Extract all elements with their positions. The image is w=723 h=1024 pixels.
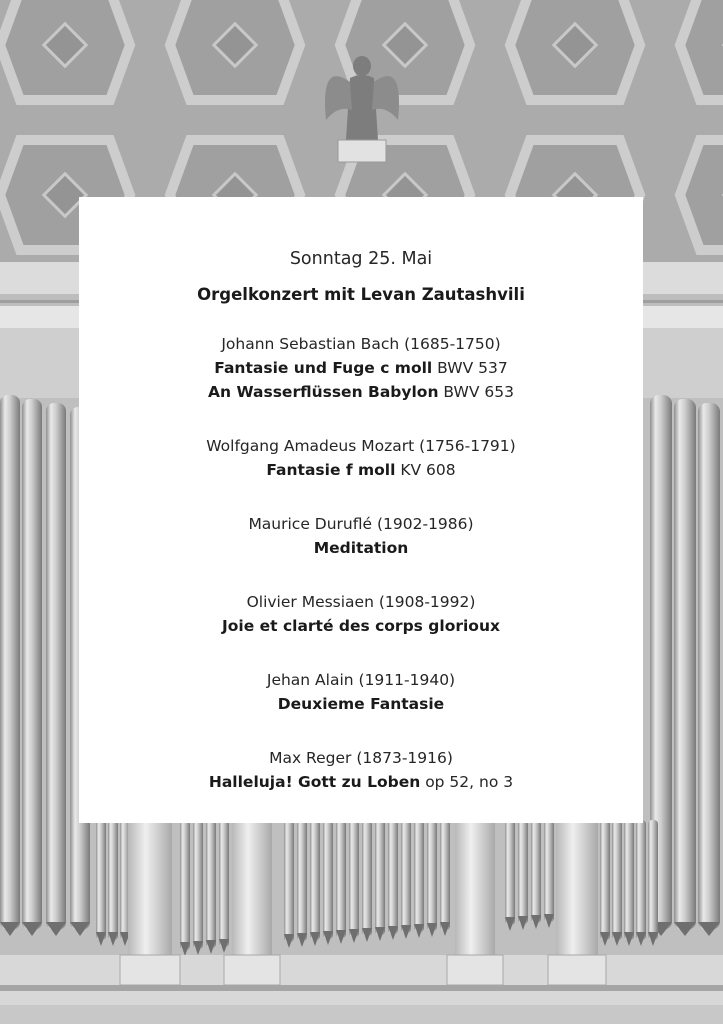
- program-item: [79, 332, 643, 404]
- composer-name: Max Reger (1873-1916): [269, 749, 453, 767]
- composer-name: Jehan Alain (1911-1940): [266, 671, 456, 689]
- work-title: Meditation: [313, 539, 409, 557]
- work-catalog-number: BWV 537: [437, 359, 508, 377]
- program-item: [79, 434, 643, 482]
- work-title: Fantasie und Fuge c moll: [214, 359, 433, 377]
- work-title: Deuxieme Fantasie: [277, 695, 445, 713]
- program-item: [79, 746, 643, 794]
- work-line: [79, 380, 643, 404]
- work-line: [79, 614, 643, 638]
- work-line: [79, 458, 643, 482]
- work-title: An Wasserflüssen Babylon: [208, 383, 439, 401]
- work-catalog-number: KV 608: [400, 461, 456, 479]
- composer-name: Maurice Duruflé (1902-1986): [248, 515, 474, 533]
- work-line: [79, 770, 643, 794]
- program-panel: [79, 197, 643, 823]
- work-title: Halleluja! Gott zu Loben: [208, 773, 421, 791]
- concert-title: Orgelkonzert mit Levan Zautashvili: [197, 285, 525, 304]
- composer-name: Wolfgang Amadeus Mozart (1756-1791): [206, 437, 516, 455]
- work-title: Fantasie f moll: [266, 461, 396, 479]
- work-line: [79, 356, 643, 380]
- work-catalog-number: op 52, no 3: [425, 773, 514, 791]
- program-item: [79, 590, 643, 638]
- work-line: [79, 536, 643, 560]
- work-catalog-number: BWV 653: [443, 383, 514, 401]
- work-line: [79, 692, 643, 716]
- concert-date: Sonntag 25. Mai: [289, 249, 433, 269]
- program-list: [79, 332, 643, 794]
- composer-name: Olivier Messiaen (1908-1992): [246, 593, 476, 611]
- composer-name: Johann Sebastian Bach (1685-1750): [221, 335, 501, 353]
- work-title: Joie et clarté des corps glorioux: [221, 617, 500, 635]
- program-item: [79, 512, 643, 560]
- program-item: [79, 668, 643, 716]
